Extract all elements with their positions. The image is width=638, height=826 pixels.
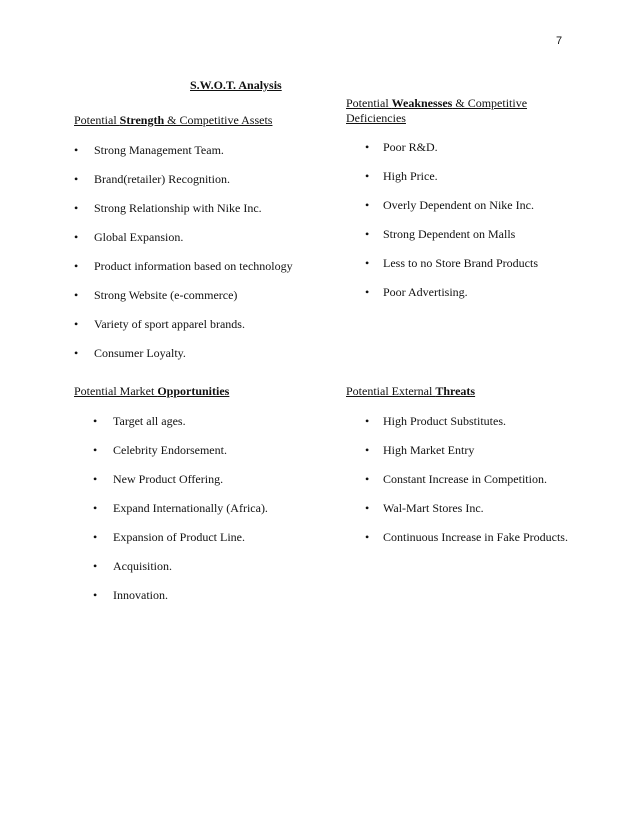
list-item: [346, 501, 576, 515]
opportunities-list: [74, 414, 334, 602]
bullet-icon: •: [93, 530, 98, 544]
strengths-heading-suffix: & Competitive Assets: [164, 113, 273, 127]
list-item: [74, 414, 334, 428]
weaknesses-heading-prefix: Potential: [346, 96, 392, 110]
bullet-icon: •: [365, 530, 370, 544]
list-item-text: Strong Website (e-commerce): [94, 288, 238, 302]
list-item-text: Celebrity Endorsement.: [113, 443, 227, 457]
bullet-icon: •: [365, 501, 370, 515]
list-item-text: Strong Dependent on Malls: [383, 227, 516, 241]
list-item-text: Poor R&D.: [383, 140, 438, 154]
bullet-icon: •: [365, 285, 370, 299]
list-item: [346, 530, 576, 544]
weaknesses-list: [346, 140, 566, 299]
opportunities-heading-keyword: Opportunities: [157, 384, 230, 398]
threats-list: [346, 414, 576, 544]
list-item-text: Product information based on technology: [94, 259, 293, 273]
list-item: [346, 227, 566, 241]
strengths-heading-keyword: Strength: [119, 113, 165, 127]
weaknesses-heading: [346, 96, 566, 126]
list-item: [74, 230, 334, 244]
strengths-section: [74, 113, 334, 375]
bullet-icon: •: [365, 227, 370, 241]
bullet-icon: •: [74, 288, 79, 302]
weaknesses-section: [346, 96, 566, 314]
bullet-icon: •: [93, 588, 98, 602]
list-item-text: Wal-Mart Stores Inc.: [383, 501, 484, 515]
bullet-icon: •: [93, 501, 98, 515]
strengths-heading-prefix: Potential: [74, 113, 120, 127]
list-item-text: Brand(retailer) Recognition.: [94, 172, 230, 186]
list-item: [346, 198, 566, 212]
list-item-text: New Product Offering.: [113, 472, 224, 486]
bullet-icon: •: [74, 172, 79, 186]
bullet-icon: •: [74, 346, 79, 360]
bullet-icon: •: [365, 414, 370, 428]
opportunities-heading: [74, 384, 334, 399]
weaknesses-heading-suffix: & Competitive Deficiencies: [346, 96, 528, 125]
list-item: [346, 472, 576, 486]
bullet-icon: •: [365, 472, 370, 486]
threats-heading-prefix: Potential External: [346, 384, 436, 398]
document-title: S.W.O.T. Analysis: [190, 78, 282, 92]
list-item-text: Target all ages.: [113, 414, 186, 428]
bullet-icon: •: [74, 230, 79, 244]
bullet-icon: •: [365, 169, 370, 183]
threats-heading-keyword: Threats: [435, 384, 476, 398]
list-item: [74, 172, 334, 186]
bullet-icon: •: [365, 443, 370, 457]
bullet-icon: •: [365, 140, 370, 154]
list-item: [74, 443, 334, 457]
bullet-icon: •: [93, 472, 98, 486]
strengths-heading: [74, 113, 334, 128]
list-item: [74, 588, 334, 602]
strengths-list: [74, 143, 334, 360]
bullet-icon: •: [93, 414, 98, 428]
page-number: 7: [556, 35, 563, 47]
list-item-text: Overly Dependent on Nike Inc.: [383, 198, 534, 212]
threats-heading: [346, 384, 576, 399]
list-item-text: Continuous Increase in Fake Products.: [383, 530, 568, 544]
list-item-text: Variety of sport apparel brands.: [94, 317, 245, 331]
list-item-text: High Market Entry: [383, 443, 475, 457]
bullet-icon: •: [365, 198, 370, 212]
list-item: [74, 288, 334, 302]
opportunities-section: [74, 384, 334, 617]
list-item-text: Strong Management Team.: [94, 143, 224, 157]
list-item: [74, 501, 334, 515]
list-item-text: High Price.: [383, 169, 438, 183]
list-item: [74, 259, 334, 273]
list-item: [346, 169, 566, 183]
list-item: [74, 346, 334, 360]
bullet-icon: •: [74, 143, 79, 157]
list-item-text: Global Expansion.: [94, 230, 184, 244]
list-item: [346, 140, 566, 154]
list-item: [346, 256, 566, 270]
list-item-text: Innovation.: [113, 588, 168, 602]
list-item: [346, 443, 576, 457]
bullet-icon: •: [74, 259, 79, 273]
bullet-icon: •: [74, 201, 79, 215]
list-item: [74, 201, 334, 215]
list-item: [74, 530, 334, 544]
bullet-icon: •: [93, 443, 98, 457]
list-item: [346, 285, 566, 299]
list-item-text: High Product Substitutes.: [383, 414, 507, 428]
list-item-text: Strong Relationship with Nike Inc.: [94, 201, 262, 215]
bullet-icon: •: [74, 317, 79, 331]
list-item: [74, 559, 334, 573]
list-item: [74, 143, 334, 157]
list-item-text: Constant Increase in Competition.: [383, 472, 547, 486]
weaknesses-heading-keyword: Weaknesses: [391, 96, 453, 110]
bullet-icon: •: [365, 256, 370, 270]
list-item-text: Less to no Store Brand Products: [383, 256, 538, 270]
list-item-text: Poor Advertising.: [383, 285, 468, 299]
list-item: [74, 472, 334, 486]
list-item-text: Expand Internationally (Africa).: [113, 501, 268, 515]
bullet-icon: •: [93, 559, 98, 573]
list-item: [346, 414, 576, 428]
list-item-text: Consumer Loyalty.: [94, 346, 186, 360]
list-item-text: Expansion of Product Line.: [113, 530, 245, 544]
list-item: [74, 317, 334, 331]
threats-section: [346, 384, 576, 559]
opportunities-heading-prefix: Potential Market: [74, 384, 158, 398]
list-item-text: Acquisition.: [113, 559, 172, 573]
